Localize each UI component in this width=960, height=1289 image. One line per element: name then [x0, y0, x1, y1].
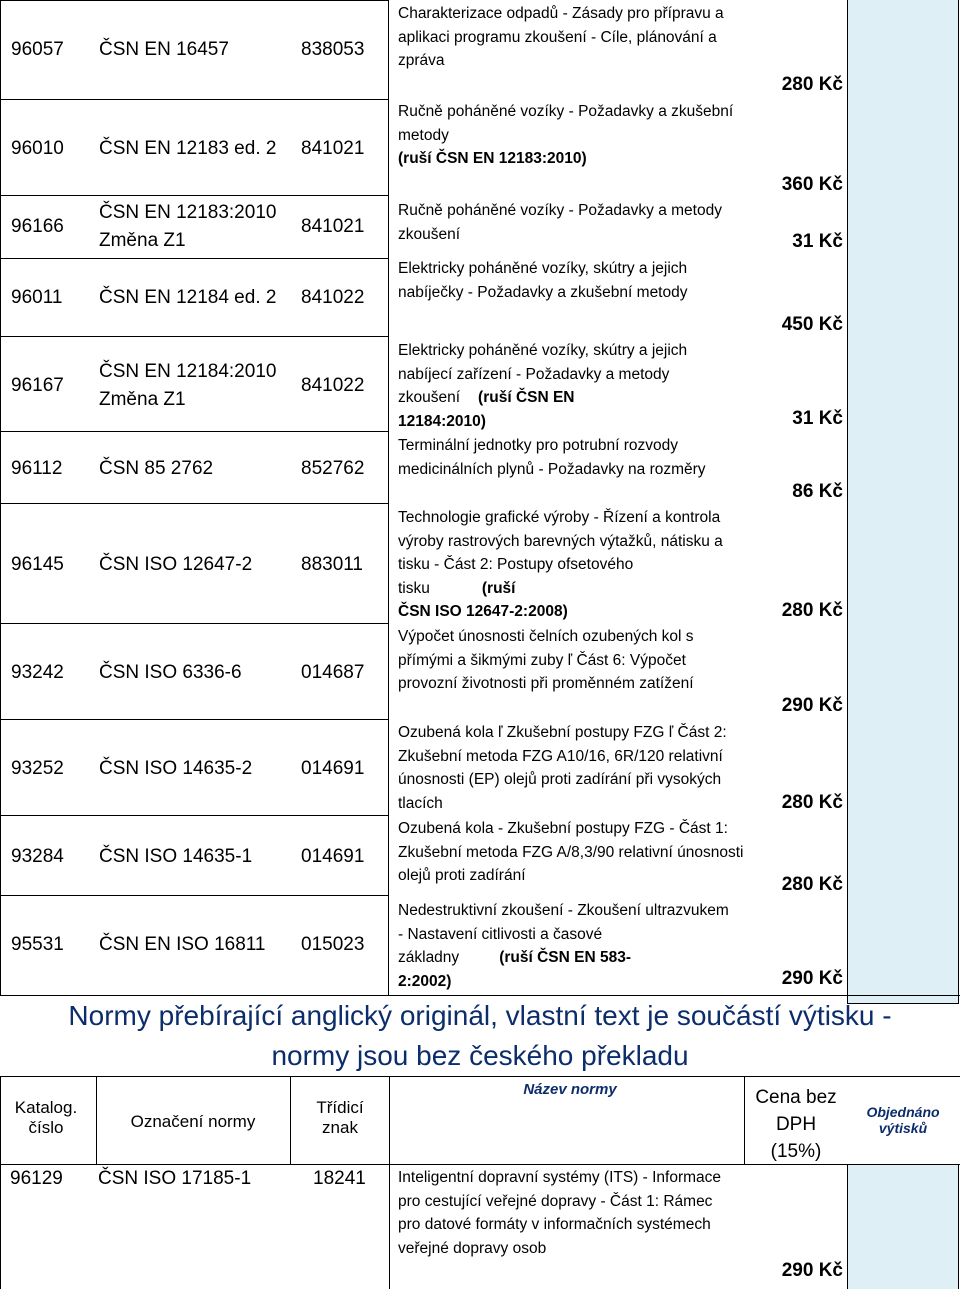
- banner-line-2: normy jsou bez českého překladu: [271, 1040, 689, 1071]
- standard-designation: ČSN EN ISO 16811: [99, 934, 266, 955]
- order-column: [847, 0, 959, 1004]
- standard-title: Ručně poháněné vozíky - Požadavky a zkušební metody (ruší ČSN EN 12183:2010): [398, 103, 734, 167]
- class-code: 014691: [301, 758, 365, 779]
- standard-designation: ČSN EN 12184:2010: [99, 361, 277, 382]
- class-code: 883011: [301, 554, 363, 575]
- table-row: [0, 100, 389, 196]
- header-ordered-copies: Objednáno výtisků: [866, 1104, 940, 1136]
- class-code: 841021: [301, 216, 365, 237]
- table-row: [0, 896, 389, 996]
- amendment-label: Změna Z1: [99, 230, 186, 251]
- price: 290 Kč: [781, 695, 843, 716]
- header-catalog-number: Katalog. číslo: [14, 1098, 78, 1137]
- amendment-label: Změna Z1: [99, 389, 186, 410]
- catalog-number: 96057: [11, 39, 64, 60]
- class-code: 841021: [301, 138, 365, 159]
- class-code: 015023: [301, 934, 365, 955]
- header-class-code: Třídicí znak: [316, 1098, 364, 1137]
- catalog-number: 96112: [11, 458, 63, 479]
- standard-designation: ČSN EN 12184 ed. 2: [99, 287, 277, 308]
- class-code: 014687: [301, 662, 365, 683]
- standard-title: Elektricky poháněné vozíky, skútry a jejich nabíjecí zařízení - Požadavky a metody zkoušení (ruší ČSN EN 12184:2010): [398, 342, 688, 430]
- standard-designation: ČSN ISO 17185-1: [98, 1168, 252, 1189]
- supersedes-note: (ruší ČSN EN: [478, 389, 575, 406]
- standard-designation: ČSN ISO 14635-2: [99, 758, 253, 779]
- standard-designation: ČSN EN 16457: [99, 39, 229, 60]
- catalog-number: 96010: [11, 138, 64, 159]
- price: 290 Kč: [781, 1260, 843, 1281]
- header-standard-name: Název normy: [523, 1081, 617, 1098]
- order-column-bottom: [847, 1164, 959, 1289]
- supersedes-note-cont: ČSN ISO 12647-2:2008): [398, 603, 568, 620]
- divider: [0, 1164, 960, 1165]
- supersedes-note-cont: 12184:2010): [398, 412, 486, 430]
- supersedes-note: (ruší: [481, 579, 516, 597]
- standard-title: Elektricky poháněné vozíky, skútry a jejich nabíječky - Požadavky a zkušební metody: [398, 260, 688, 301]
- catalog-number: 96129: [10, 1168, 63, 1189]
- catalog-number: 96166: [11, 216, 64, 237]
- standard-title: Výpočet únosnosti čelních ozubených kol s přímými a šikmými zuby ľ Část 6: Výpočet provozní životnosti při proměnném zatížení: [398, 628, 694, 692]
- standard-title: Ozubená kola - Zkušební postupy FZG - Část 1: Zkušební metoda FZG A/8,3/90 relativní únosnosti olejů proti zadírání: [398, 820, 744, 884]
- price: 280 Kč: [781, 792, 843, 813]
- standard-title: Ručně poháněné vozíky - Požadavky a metody zkoušení: [398, 202, 722, 243]
- standard-title: Ozubená kola ľ Zkušební postupy FZG ľ Část 2: Zkušební metoda FZG A10/16, 6R/120 relativní únosnosti (EP) olejů proti zadírání při vysokých tlacích: [398, 724, 727, 812]
- divider: [0, 1077, 1, 1289]
- table-row: [0, 0, 389, 100]
- price: 86 Kč: [792, 481, 843, 502]
- class-code: 852762: [301, 458, 365, 479]
- table-row: [0, 196, 389, 259]
- divider: [290, 1077, 291, 1164]
- table-row: [0, 504, 389, 624]
- header-standard-designation: Označení normy: [130, 1112, 256, 1131]
- price: 360 Kč: [781, 174, 843, 195]
- standard-designation: ČSN ISO 14635-1: [99, 846, 253, 867]
- catalog-number: 96145: [11, 554, 64, 575]
- catalog-number: 93284: [11, 846, 64, 867]
- standard-title: Inteligentní dopravní systémy (ITS) - Informace pro cestující veřejné dopravy - Část 1: Rámec pro datové formáty v informačních systémech veřejné dopravy osob: [398, 1169, 722, 1257]
- price: 280 Kč: [781, 600, 843, 621]
- section-banner: [0, 995, 960, 1077]
- price: 450 Kč: [781, 314, 843, 335]
- divider: [389, 1077, 390, 1164]
- catalog-number: 93242: [11, 662, 64, 683]
- class-code: 18241: [313, 1168, 366, 1189]
- price: 31 Kč: [792, 408, 843, 429]
- price: 290 Kč: [781, 968, 843, 989]
- table-row: [0, 720, 389, 816]
- price: 280 Kč: [781, 874, 843, 895]
- supersedes-note: (ruší ČSN EN 12183:2010): [398, 150, 587, 167]
- standard-title: Technologie grafické výroby - Řízení a kontrola výroby rastrových barevných výtažků, nátisku a tisku - Část 2: Postupy ofsetového tisku (ruší ČSN ISO 12647-2:2008): [398, 509, 723, 620]
- catalog-number: 96011: [11, 287, 63, 308]
- class-code: 014691: [301, 846, 365, 867]
- table-row: [0, 624, 389, 720]
- standard-title: Nedestruktivní zkoušení - Zkoušení ultrazvukem - Nastavení citlivosti a časové základny (ruší ČSN EN 583- 2:2002): [398, 902, 729, 990]
- header-price: Cena bez DPH (15%): [755, 1087, 837, 1162]
- standard-designation: ČSN 85 2762: [99, 458, 214, 479]
- standard-designation: ČSN ISO 6336-6: [99, 662, 242, 683]
- supersedes-note-cont: 2:2002): [398, 972, 452, 990]
- table-row: [0, 432, 389, 504]
- banner-line-1: Normy přebírající anglický originál, vlastní text je součástí výtisku -: [68, 1000, 892, 1031]
- catalog-number: 95531: [11, 934, 64, 955]
- class-code: 838053: [301, 39, 365, 60]
- class-code: 841022: [301, 287, 365, 308]
- divider: [96, 1077, 97, 1164]
- price: 31 Kč: [792, 231, 843, 252]
- table-row: [0, 816, 389, 896]
- standard-title: Charakterizace odpadů - Zásady pro přípravu a aplikaci programu zkoušení - Cíle, plánování a zpráva: [398, 5, 724, 69]
- standard-designation: ČSN EN 12183 ed. 2: [99, 138, 277, 159]
- table-row: [0, 259, 389, 337]
- divider: [389, 1164, 390, 1289]
- standard-designation: ČSN ISO 12647-2: [99, 554, 253, 575]
- price: 280 Kč: [781, 74, 843, 95]
- table-row: [0, 337, 389, 432]
- standard-designation: ČSN EN 12183:2010: [99, 202, 277, 223]
- standard-title: Terminální jednotky pro potrubní rozvody medicinálních plynů - Požadavky na rozměry: [398, 437, 706, 478]
- divider: [744, 1077, 745, 1164]
- supersedes-note: (ruší ČSN EN 583-: [499, 949, 631, 966]
- catalog-number: 96167: [11, 375, 64, 396]
- catalog-number: 93252: [11, 758, 64, 779]
- class-code: 841022: [301, 375, 365, 396]
